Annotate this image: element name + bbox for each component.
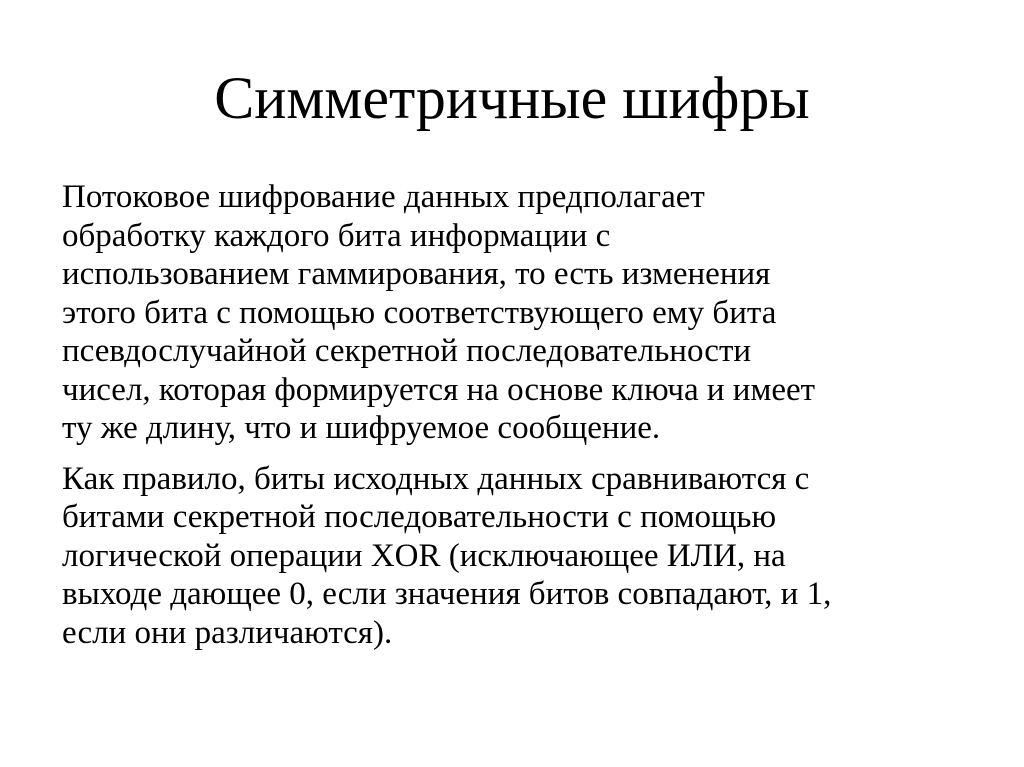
slide-title: Симметричные шифры	[214, 65, 810, 131]
text-line: псевдослучайной секретной последовательности	[62, 333, 752, 369]
text-line: Как правило, биты исходных данных сравниваются с	[62, 460, 810, 497]
paragraph-stream-cipher	[62, 178, 982, 448]
text-line: выходе дающее 0, если значения битов совпадают, и 1,	[62, 576, 832, 612]
text-line: если они различаются).	[62, 614, 393, 651]
text-line: использованием гаммирования, то есть изменения	[62, 256, 771, 292]
paragraph-xor	[62, 460, 982, 653]
text-line: ту же длину, что и шифруемое сообщение.	[62, 410, 661, 446]
text-line: битами секретной последовательности с помощью	[62, 499, 777, 535]
slide-body	[62, 178, 982, 664]
text-line: этого бита с помощью соответствующего ему бита	[62, 294, 777, 331]
text-line: чисел, которая формируется на основе ключа и имеет	[62, 371, 816, 408]
text-line: Потоковое шифрование данных предполагает	[62, 179, 705, 215]
text-line: логической операции XOR (исключающее ИЛИ, на	[62, 537, 786, 574]
text-line: обработку каждого бита информации с	[62, 217, 611, 254]
